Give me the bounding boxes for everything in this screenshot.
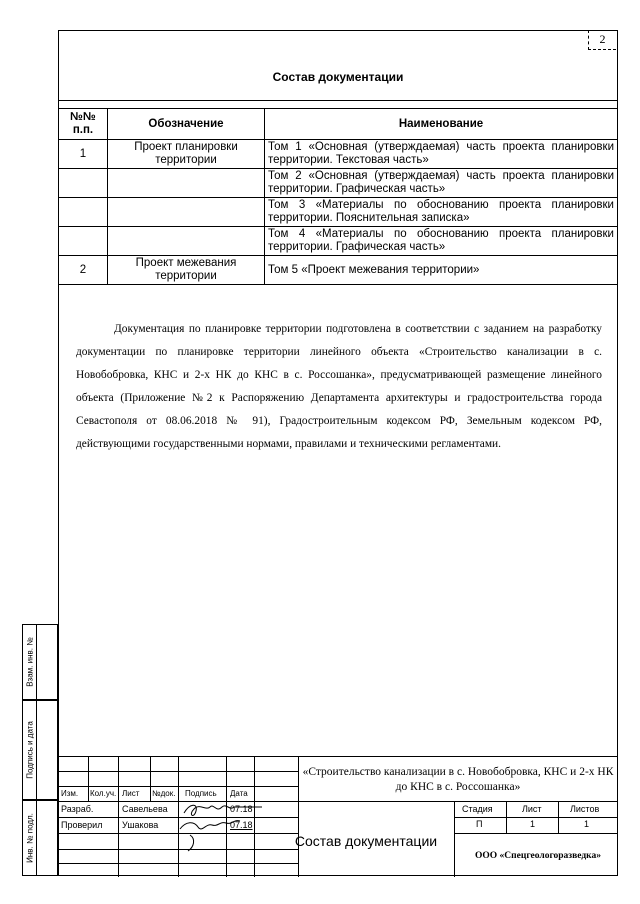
- cell-number: [59, 169, 108, 198]
- cell-name: Том 4 «Материалы по обоснованию проекта планировки территории. Графическая часть»: [265, 227, 618, 256]
- table-row: [59, 198, 618, 227]
- stamp-col-kolvo: Кол.уч.: [90, 789, 117, 798]
- stamp-col-signature: Подпись: [185, 789, 217, 798]
- stamp-sheets-value: 1: [584, 819, 590, 829]
- stamp-name-checker: Ушакова: [122, 820, 159, 830]
- page-number: 2: [588, 30, 616, 50]
- stamp-doc-title: Состав документации: [294, 833, 438, 849]
- stamp-col-date: Дата: [230, 789, 248, 798]
- cell-designation: [108, 227, 265, 256]
- side-label-inv: Инв. № подл.: [25, 813, 34, 863]
- side-strip-podpis: [22, 700, 58, 800]
- cell-number: 1: [59, 140, 108, 169]
- cell-name: Том 2 «Основная (утверждаемая) часть проекта планировки территории. Графическая часть»: [265, 169, 618, 198]
- stamp-col-list: Лист: [122, 789, 140, 798]
- stamp-sheet-value: 1: [530, 819, 536, 829]
- stamp-stage-value: П: [476, 819, 483, 829]
- table-row: [59, 256, 618, 285]
- signature-image: [176, 799, 266, 855]
- stamp-col-ndok: №док.: [152, 789, 176, 798]
- cell-name: Том 5 «Проект межевания территории»: [265, 256, 618, 285]
- title-divider: [58, 100, 618, 101]
- cell-designation: [108, 198, 265, 227]
- stamp-sheets-label: Листов: [570, 804, 600, 814]
- stamp-role-checker: Проверил: [61, 820, 103, 830]
- cell-name: Том 1 «Основная (утверждаемая) часть проекта планировки территории. Текстовая часть»: [265, 140, 618, 169]
- stamp-sheet-label: Лист: [522, 804, 542, 814]
- cell-designation: [108, 169, 265, 198]
- table-row: [59, 169, 618, 198]
- cell-number: [59, 227, 108, 256]
- documentation-table: [58, 108, 618, 285]
- title-block: [58, 756, 618, 877]
- table-header-row: [59, 109, 618, 140]
- side-label-vzam: Взам. инв. №: [25, 637, 34, 687]
- side-label-podpis: Подпись и дата: [25, 721, 34, 779]
- side-strip-inv: [22, 800, 58, 876]
- cell-name: Том 3 «Материалы по обоснованию проекта планировки территории. Пояснительная записка»: [265, 198, 618, 227]
- stamp-name-developer: Савельева: [122, 804, 168, 814]
- stamp-stage-label: Стадия: [462, 804, 493, 814]
- stamp-col-izm: Изм.: [61, 789, 79, 798]
- stamp-role-developer: Разраб.: [61, 804, 94, 814]
- stamp-date-checker: 07.18: [230, 820, 253, 830]
- stamp-date-developer: 07.18: [230, 804, 253, 814]
- header-name: Наименование: [265, 109, 618, 140]
- table-row: [59, 140, 618, 169]
- cell-number: [59, 198, 108, 227]
- cell-designation: Проект межевания территории: [108, 256, 265, 285]
- cell-number: 2: [59, 256, 108, 285]
- header-designation: Обозначение: [108, 109, 265, 140]
- stamp-organization: ООО «Спецгеологоразведка»: [475, 851, 601, 861]
- stamp-project-name: «Строительство канализации в с. Новобобровка, КНС и 2-х НК до КНС в с. Россошанка»: [302, 766, 614, 793]
- body-paragraph: Документация по планировке территории подготовлена в соответствии с заданием на разработку документации по планировке территории линейного объекта «Строительство канализации в с. Новобобровка, КНС и 2-х НК до КНС в с. Россошанка», предусматривающей размещение линейного объекта (Приложение №2 к Распоряжению Департамента архитектуры и градостроительства города Севастополя от 08.06.2018 № 91), Градостроительным кодексом РФ, Земельным кодексом РФ, действующими государственными нормами, правилами и техническими регламентами.: [76, 323, 602, 450]
- page-title: Состав документации: [272, 70, 404, 84]
- table-row: [59, 227, 618, 256]
- header-number: №№ п.п.: [59, 109, 108, 140]
- side-strip-vzam: [22, 624, 58, 700]
- cell-designation: Проект планировки территории: [108, 140, 265, 169]
